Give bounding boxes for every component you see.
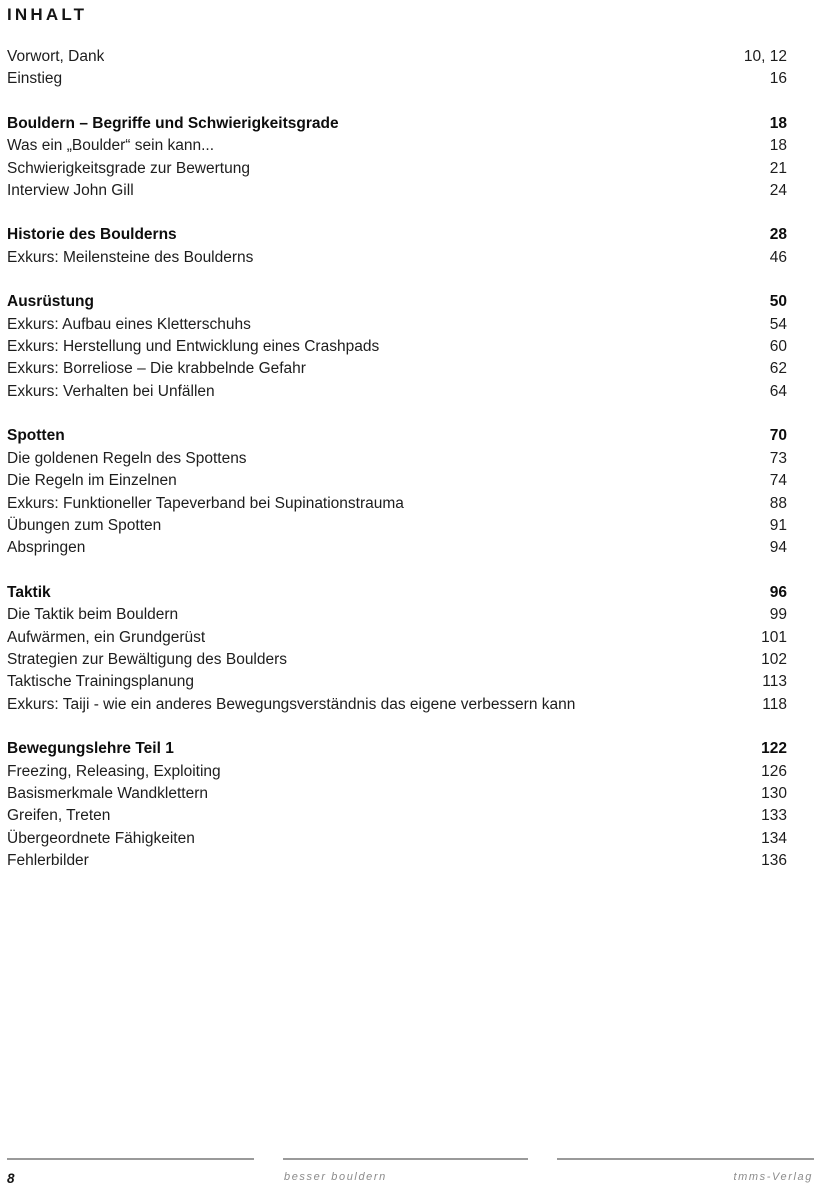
toc-entry-page-number: 74 (769, 472, 787, 490)
toc-entry-label: Strategien zur Bewältigung des Boulders (7, 650, 288, 668)
toc-entry-label: Taktik (7, 583, 51, 601)
footer-rule-center (283, 1158, 528, 1160)
toc-entry-page-number: 130 (761, 784, 787, 802)
toc-entry-label: Vorwort, Dank (7, 48, 105, 65)
toc-section-row[interactable] (7, 224, 787, 246)
toc-entry-label: Die Regeln im Einzelnen (7, 472, 177, 490)
toc-entry-label: Exkurs: Funktioneller Tapeverband bei Supinationstrauma (7, 494, 404, 512)
toc-entry-page-number: 46 (769, 248, 787, 266)
toc-entry-page-number: 21 (769, 159, 787, 177)
toc-entry-label: Übungen zum Spotten (7, 516, 162, 534)
toc-section-row[interactable] (7, 291, 787, 313)
toc-entry-label: Schwierigkeitsgrade zur Bewertung (7, 159, 250, 177)
toc-entry-row[interactable] (7, 671, 787, 693)
toc-entry-label: Einstieg (7, 70, 63, 88)
toc-entry-label: Die goldenen Regeln des Spottens (7, 449, 247, 467)
toc-entry-row[interactable] (7, 314, 787, 336)
toc-entry-row[interactable] (7, 68, 787, 90)
toc-entry-page-number: 122 (761, 740, 787, 758)
toc-entry-page-number: 102 (761, 650, 787, 668)
toc-entry-page-number: 136 (761, 852, 787, 870)
toc-group (7, 113, 787, 203)
toc-entry-page-number: 113 (762, 673, 787, 691)
toc-section-row[interactable] (7, 113, 787, 135)
toc-entry-label: Interview John Gill (7, 182, 134, 200)
toc-entry-row[interactable] (7, 470, 787, 492)
toc-entry-label: Was ein „Boulder“ sein kann... (7, 137, 215, 155)
toc-entry-row[interactable] (7, 158, 787, 180)
page-title: INHALT (7, 5, 88, 24)
toc-entry-label: Übergeordnete Fähigkeiten (7, 829, 195, 847)
toc-section-row[interactable] (7, 582, 787, 604)
toc-section-row[interactable] (7, 738, 787, 760)
toc-entry-page-number: 28 (769, 226, 787, 244)
toc-entry-row[interactable] (7, 649, 787, 671)
toc-group (7, 582, 787, 716)
toc-entry-row[interactable] (7, 135, 787, 157)
toc-entry-label: Exkurs: Taiji - wie ein anderes Bewegungsverständnis das eigene verbessern kann (7, 695, 576, 713)
toc-entry-label: Abspringen (7, 539, 86, 557)
toc-entry-page-number: 126 (761, 762, 787, 780)
toc-entry-label: Aufwärmen, ein Grundgerüst (7, 628, 206, 646)
toc-entry-page-number: 99 (769, 606, 787, 624)
toc-entry-page-number: 91 (769, 516, 787, 534)
footer-book-title: besser bouldern (284, 1171, 387, 1183)
toc-group (7, 46, 787, 91)
toc-entry-label: Exkurs: Aufbau eines Kletterschuhs (7, 315, 251, 333)
toc-entry-page-number: 94 (769, 539, 787, 557)
footer-book-title-block (283, 1158, 528, 1183)
footer-publisher: tmms-Verlag (733, 1171, 813, 1183)
toc-entry-page-number: 134 (761, 829, 787, 847)
toc-entry-page-number: 18 (769, 137, 787, 155)
footer-page-number-block (7, 1158, 254, 1186)
toc-entry-page-number: 50 (769, 293, 787, 311)
toc-entry-row[interactable] (7, 828, 787, 850)
toc-entry-row[interactable] (7, 358, 787, 380)
toc-entry-label: Exkurs: Borreliose – Die krabbelnde Gefahr (7, 360, 306, 378)
toc-entry-page-number: 62 (769, 360, 787, 378)
toc-entry-page-number: 133 (761, 807, 787, 825)
toc-entry-row[interactable] (7, 180, 787, 202)
toc-entry-label: Die Taktik beim Bouldern (7, 606, 179, 624)
toc-entry-label: Bewegungslehre Teil 1 (7, 740, 174, 758)
toc-entry-page-number: 16 (769, 70, 787, 88)
footer-page-number: 8 (7, 1171, 15, 1186)
toc-entry-row[interactable] (7, 850, 787, 872)
toc-entry-row[interactable] (7, 493, 787, 515)
toc-entry-page-number: 60 (769, 338, 787, 356)
toc-entry-label: Exkurs: Meilensteine des Boulderns (7, 248, 254, 266)
toc-entry-row[interactable] (7, 336, 787, 358)
toc-entry-page-number: 73 (769, 449, 787, 467)
toc-entry-row[interactable] (7, 805, 787, 827)
toc-entry-page-number: 24 (769, 182, 787, 200)
toc-entry-row[interactable] (7, 604, 787, 626)
toc-group (7, 224, 787, 269)
toc-entry-page-number: 18 (769, 114, 787, 132)
toc-entry-page-number: 118 (762, 695, 787, 713)
toc-entry-label: Basismerkmale Wandklettern (7, 784, 208, 802)
toc-entry-page-number: 64 (769, 382, 787, 400)
footer-rule-left (7, 1158, 254, 1160)
toc-entry-page-number: 88 (769, 494, 787, 512)
toc-entry-label: Fehlerbilder (7, 852, 89, 870)
toc-entry-label: Taktische Trainingsplanung (7, 673, 194, 691)
toc-group (7, 425, 787, 559)
toc-entry-page-number: 10, 12 (743, 48, 787, 65)
footer-rule-right (557, 1158, 814, 1160)
toc-entry-row[interactable] (7, 448, 787, 470)
toc-entry-row[interactable] (7, 515, 787, 537)
toc-group (7, 738, 787, 872)
toc-entry-label: Freezing, Releasing, Exploiting (7, 762, 221, 780)
toc-entry-label: Exkurs: Herstellung und Entwicklung eines Crashpads (7, 338, 380, 356)
toc-entry-row[interactable] (7, 381, 787, 403)
toc-entry-page-number: 54 (769, 315, 787, 333)
toc-section-row[interactable] (7, 425, 787, 447)
toc-group (7, 291, 787, 403)
page-footer (0, 1158, 814, 1200)
toc-entry-label: Exkurs: Verhalten bei Unfällen (7, 382, 215, 400)
toc-entry-row[interactable] (7, 694, 787, 716)
toc-entry-row[interactable] (7, 783, 787, 805)
footer-publisher-block (557, 1158, 814, 1183)
toc-entry-page-number: 96 (769, 583, 787, 601)
toc-entry-row[interactable] (7, 46, 787, 68)
toc-entry-label: Ausrüstung (7, 293, 94, 311)
toc-entry-row[interactable] (7, 761, 787, 783)
toc-entry-label: Bouldern – Begriffe und Schwierigkeitsgrade (7, 114, 339, 132)
toc-entry-label: Spotten (7, 427, 65, 445)
toc-entry-page-number: 70 (769, 427, 787, 445)
toc-entry-label: Greifen, Treten (7, 807, 111, 825)
toc-entry-row[interactable] (7, 247, 787, 269)
table-of-contents (7, 46, 787, 873)
toc-entry-row[interactable] (7, 537, 787, 559)
toc-entry-row[interactable] (7, 627, 787, 649)
toc-entry-page-number: 101 (761, 628, 787, 646)
toc-entry-label: Historie des Boulderns (7, 226, 177, 244)
